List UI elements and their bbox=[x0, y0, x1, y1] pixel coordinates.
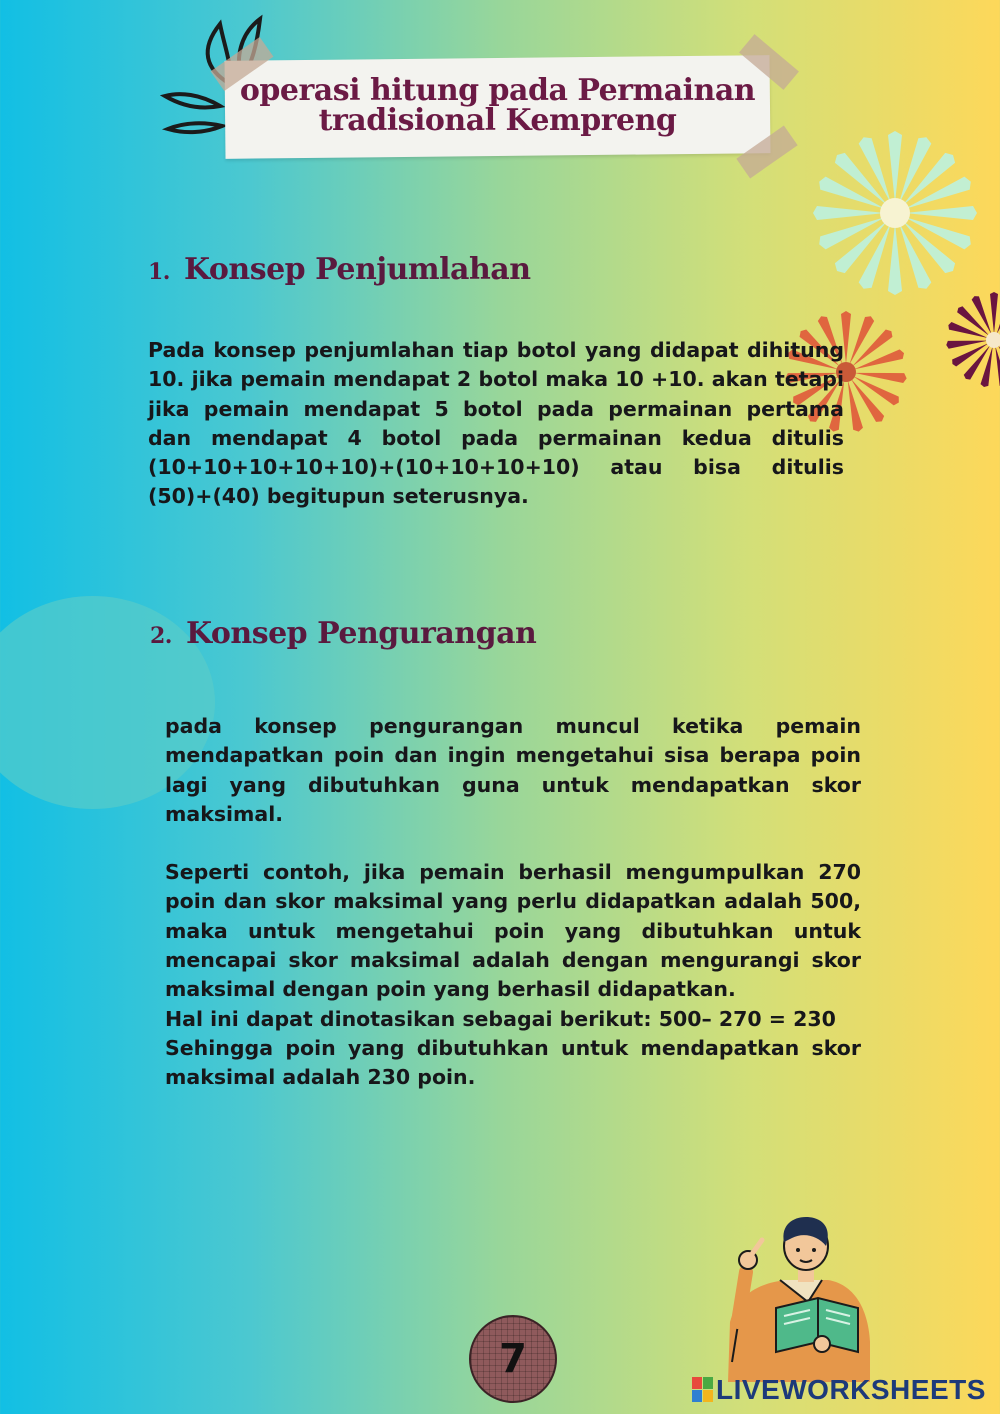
teacher-illustration bbox=[718, 1212, 878, 1382]
section-2-paragraph-4: Sehingga poin yang dibutuhkan untuk mendapatkan skor maksimal adalah 230 poin. bbox=[165, 1035, 861, 1090]
section-2-body bbox=[165, 712, 861, 1093]
section-2-paragraph-1: pada konsep pengurangan muncul ketika pemain mendapatkan poin dan ingin mengetahui sisa berapa poin lagi yang dibutuhkan guna untuk mendapatkan skor maksimal. bbox=[165, 714, 861, 826]
section-heading-1 bbox=[148, 252, 531, 287]
liveworksheets-logo-icon bbox=[692, 1377, 714, 1403]
flower-icon bbox=[810, 128, 980, 298]
watermark[interactable] bbox=[692, 1374, 986, 1406]
section-title: Konsep Pengurangan bbox=[185, 616, 537, 651]
page-number: 7 bbox=[469, 1315, 557, 1403]
section-title: Konsep Penjumlahan bbox=[183, 252, 531, 287]
section-heading-2 bbox=[150, 616, 536, 651]
section-number: 1. bbox=[148, 259, 170, 285]
flower-icon bbox=[944, 290, 1000, 390]
title-line-1: operasi hitung pada Permainan bbox=[239, 73, 756, 108]
section-number: 2. bbox=[150, 623, 172, 649]
section-1-paragraph: Pada konsep penjumlahan tiap botol yang didapat dihitung 10. jika pemain mendapat 2 botol maka 10 +10. akan tetapi jika pemain mendapat 5 botol pada permainan pertama dan mendapat 4 botol pada permainan kedua ditulis (10+10+10+10+10)+(10+10+10+10) atau bisa ditulis (50)+(40) begitupun seterusnya. bbox=[148, 338, 844, 509]
watermark-text: LIVEWORKSHEETS bbox=[716, 1374, 986, 1405]
title-line-2: tradisional Kempreng bbox=[318, 103, 677, 138]
section-2-paragraph-2: Seperti contoh, jika pemain berhasil mengumpulkan 270 poin dan skor maksimal yang perlu didapatkan adalah 500, maka untuk mengetahui poin yang dibutuhkan untuk mencapai skor maksimal adalah dengan mengurangi skor maksimal dengan poin yang berhasil didapatkan. bbox=[165, 860, 861, 1002]
page-title bbox=[225, 73, 770, 138]
section-2-paragraph-3: Hal ini dapat dinotasikan sebagai berikut: 500– 270 = 230 bbox=[165, 1006, 836, 1031]
